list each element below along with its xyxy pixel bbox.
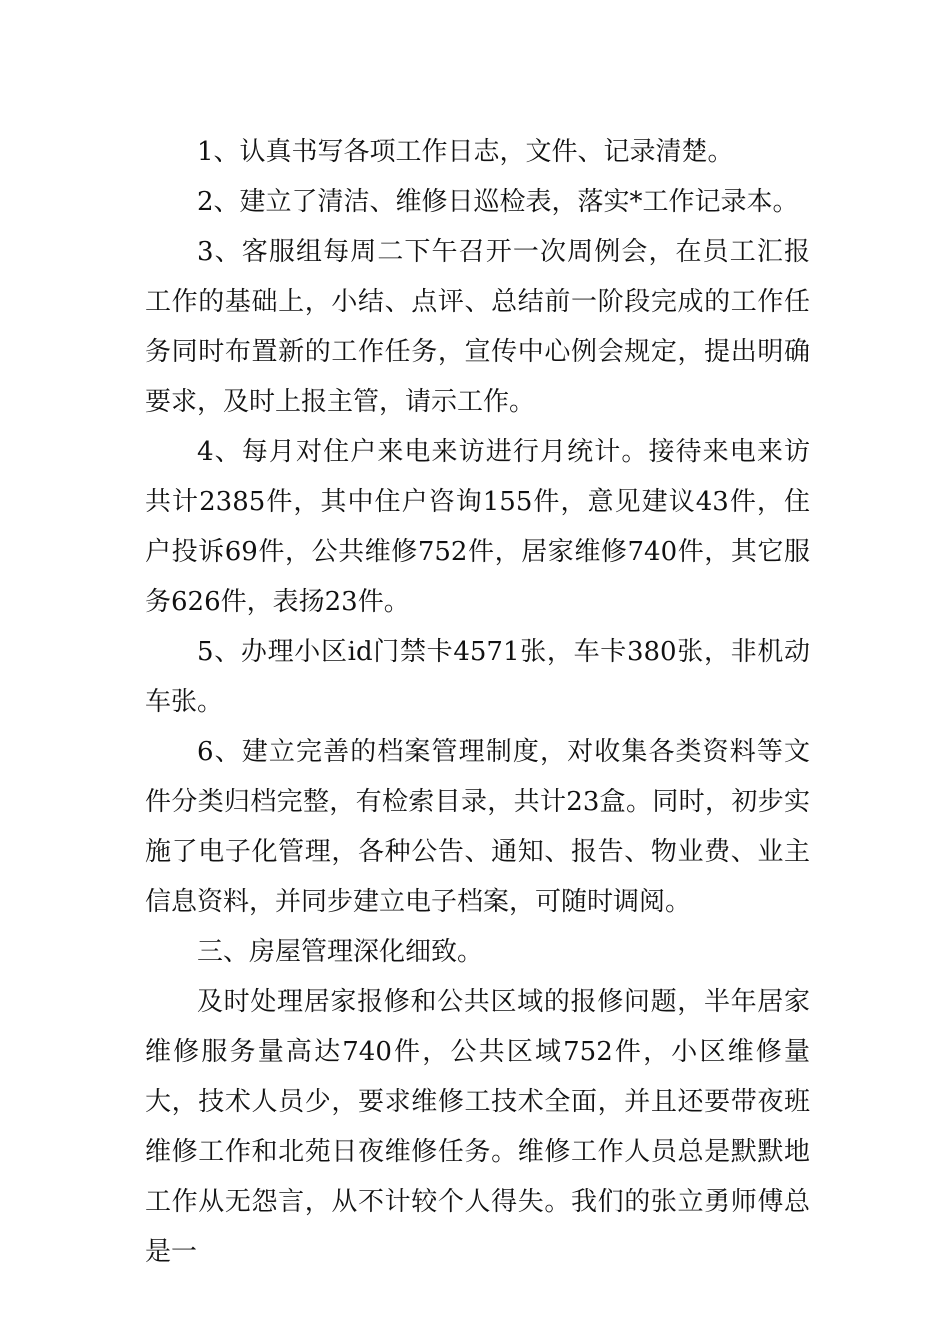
paragraph-item-6: 6、建立完善的档案管理制度，对收集各类资料等文件分类归档完整，有检索目录，共计23盒。同时，初步实施了电子化管理，各种公告、通知、报告、物业费、业主信息资料，并同步建立电子档案，可随时调阅。 <box>145 737 810 917</box>
paragraph-item-3: 3、客服组每周二下午召开一次周例会，在员工汇报工作的基础上，小结、点评、总结前一阶段完成的工作任务同时布置新的工作任务，宣传中心例会规定，提出明确要求，及时上报主管，请示工作。 <box>145 237 810 417</box>
paragraph-maintenance: 及时处理居家报修和公共区域的报修问题，半年居家维修服务量高达740件，公共区域752件，小区维修量大，技术人员少，要求维修工技术全面，并且还要带夜班维修工作和北苑日夜维修任务。维修工作人员总是默默地工作从无怨言，从不计较个人得失。我们的张立勇师傅总是一 <box>145 987 810 1267</box>
document-body <box>145 127 810 1277</box>
paragraph-item-4: 4、每月对住户来电来访进行月统计。接待来电来访共计2385件，其中住户咨询155件，意见建议43件，住户投诉69件，公共维修752件，居家维修740件，其它服务626件，表扬23件。 <box>145 437 810 617</box>
paragraph-item-2: 2、建立了清洁、维修日巡检表，落实*工作记录本。 <box>197 187 799 217</box>
section-heading: 三、房屋管理深化细致。 <box>197 937 484 967</box>
paragraph-item-5: 5、办理小区id门禁卡4571张，车卡380张，非机动车张。 <box>145 637 810 717</box>
paragraph-item-1: 1、认真书写各项工作日志，文件、记录清楚。 <box>197 137 734 167</box>
